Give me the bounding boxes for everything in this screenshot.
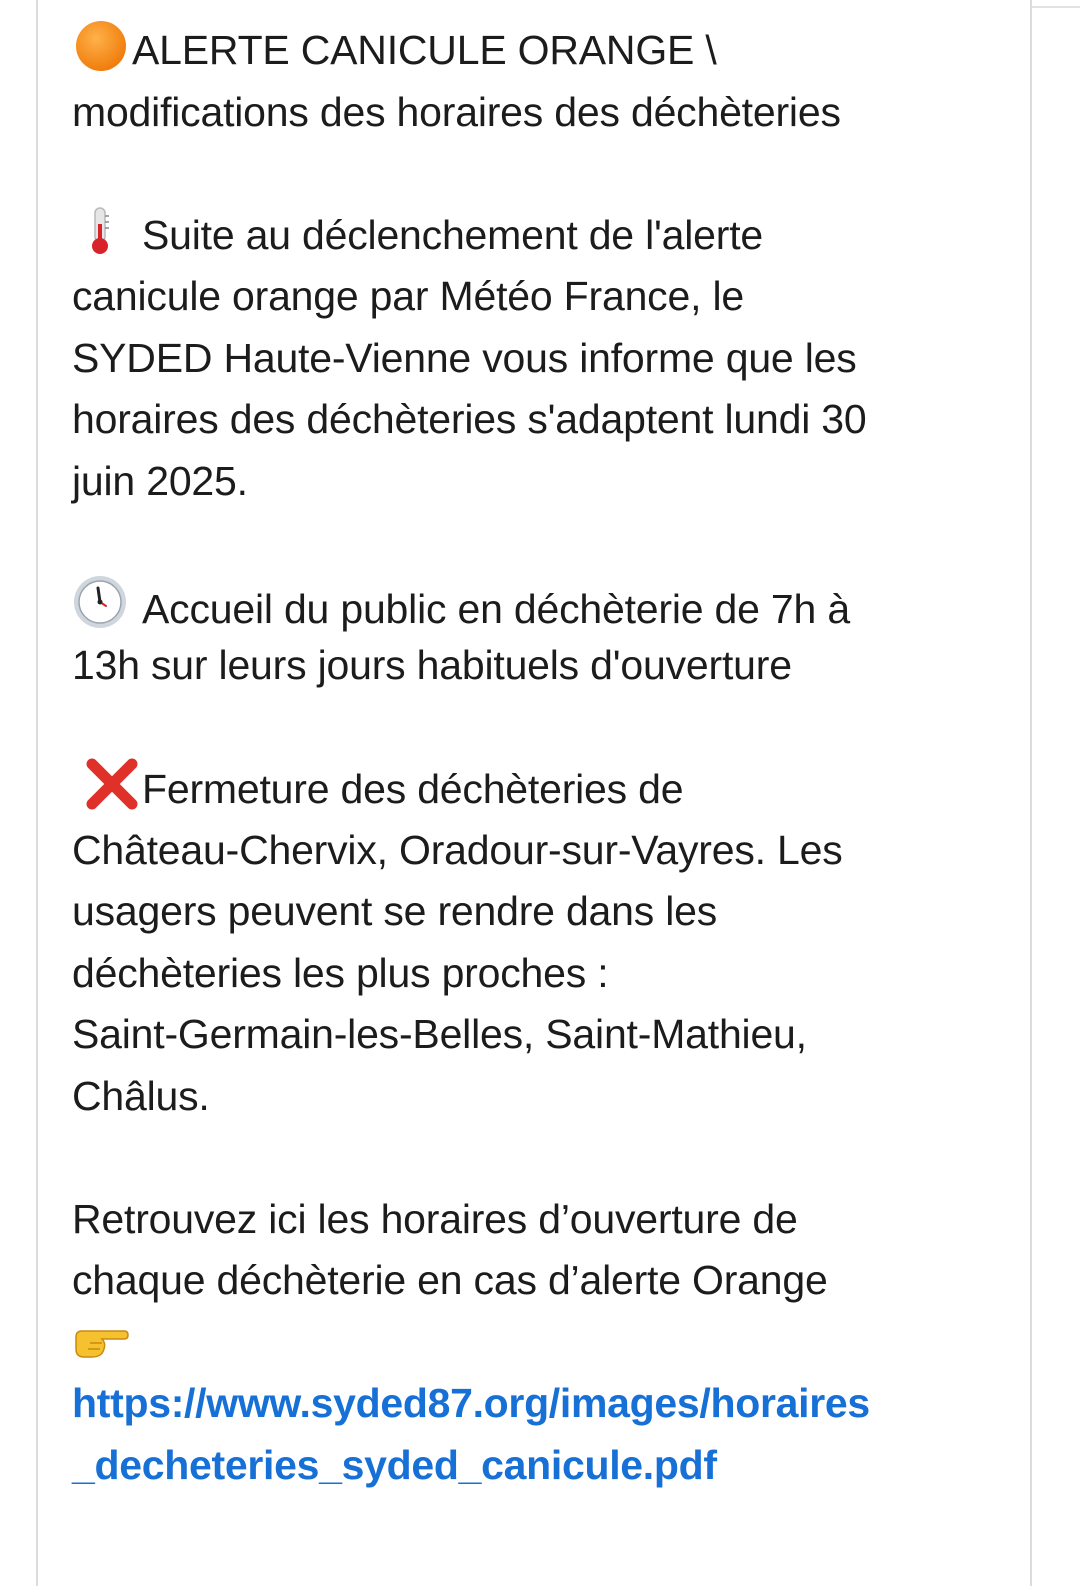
closure-line-6: Châlus. [72,1072,210,1119]
hours-text-1: Accueil du public en déchèterie de 7h à [142,585,850,632]
intro-line-5: juin 2025. [72,457,248,504]
pdf-link-line-2[interactable]: _decheteries_syded_canicule.pdf [72,1441,717,1488]
hours-line-2: 13h sur leurs jours habituels d'ouverture [72,642,792,688]
closure-line-1 [72,758,1007,820]
post-title-line-1 [72,20,1007,82]
intro-line-2: canicule orange par Météo France, le [72,273,744,319]
outro-line-2: chaque déchèterie en cas d’alerte Orange [72,1257,828,1303]
intro-line-3: SYDED Haute-Vienne vous informe que les [72,334,857,381]
post-title-text: ALERTE CANICULE ORANGE \ [132,27,717,73]
intro-line-1 [72,205,1007,267]
post-title-line-2: modifications des horaires des déchèteries [72,88,841,135]
hours-line-1 [72,574,1007,636]
closure-line-4: déchèteries les plus proches : [72,949,609,996]
paragraph-gap [72,697,1007,759]
pointing-right-icon [72,1323,130,1363]
closure-line-5: Saint-Germain-les-Belles, Saint-Mathieu, [72,1011,807,1057]
outro-line-1: Retrouvez ici les horaires d’ouverture de [72,1195,798,1242]
paragraph-gap [72,512,1007,574]
top-divider [1032,6,1080,8]
intro-text-1: Suite au déclenchement de l'alerte [142,211,763,258]
closure-text-1: Fermeture des déchèteries de [142,766,684,812]
clock-icon [72,574,128,630]
post-left-border [36,0,38,1586]
post-body [72,20,1007,1496]
cross-mark-icon [84,758,140,810]
intro-line-4: horaires des déchèteries s'adaptent lundi 30 [72,396,867,442]
paragraph-gap [72,143,1007,205]
closure-line-2: Château-Chervix, Oradour-sur-Vayres. Les [72,826,843,873]
outro-line-3 [72,1312,1007,1374]
paragraph-gap [72,1127,1007,1189]
closure-line-3: usagers peuvent se rendre dans les [72,888,718,934]
pdf-link-line-1[interactable]: https://www.syded87.org/images/horaires [72,1380,870,1426]
orange-circle-icon [72,21,130,71]
thermometer-icon [72,206,128,256]
post-right-border [1030,0,1032,1586]
